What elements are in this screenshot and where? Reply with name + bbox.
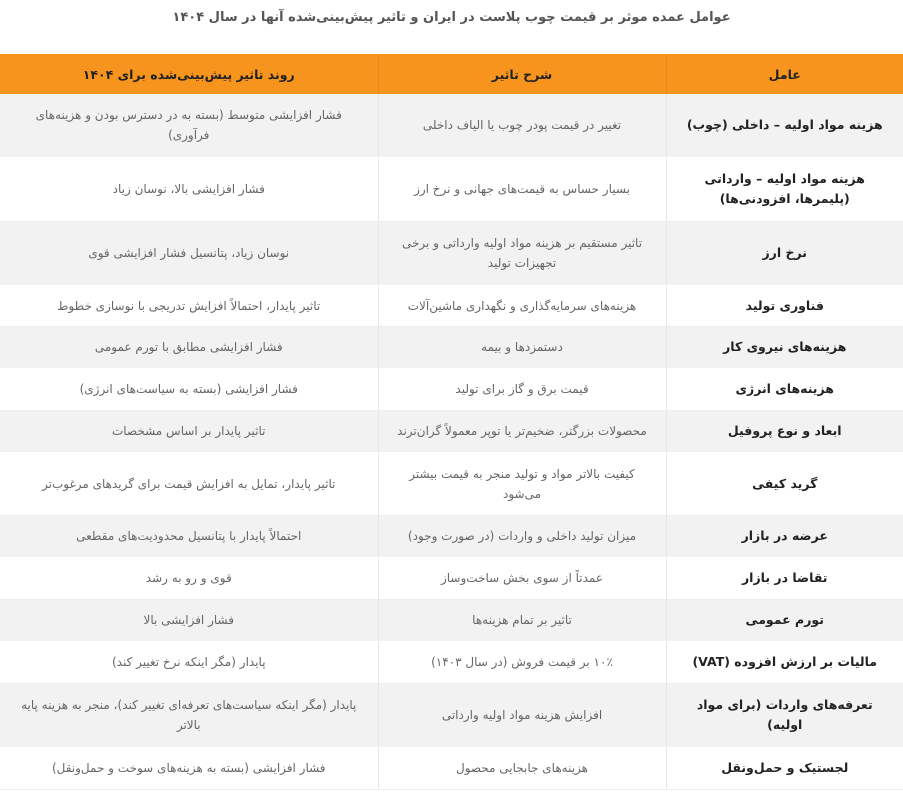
header-effect: شرح تاثیر <box>378 54 666 94</box>
table-row <box>0 221 903 285</box>
factor-cell: لجستیک و حمل‌ونقل <box>666 747 903 789</box>
effect-cell: هزینه‌های جابجایی محصول <box>378 747 666 789</box>
factor-cell: ابعاد و نوع پروفیل <box>666 410 903 452</box>
table-row <box>0 326 903 368</box>
factor-cell: عرضه در بازار <box>666 515 903 557</box>
table-body <box>0 94 903 789</box>
factor-cell: گرید کیفی <box>666 452 903 515</box>
effect-cell: تاثیر مستقیم بر هزینه مواد اولیه وارداتی و برخی تجهیزات تولید <box>378 221 666 285</box>
factor-cell: نرخ ارز <box>666 221 903 285</box>
effect-cell: بسیار حساس به قیمت‌های جهانی و نرخ ارز <box>378 157 666 221</box>
factor-cell: هزینه‌های نیروی کار <box>666 326 903 368</box>
trend-cell: تاثیر پایدار بر اساس مشخصات <box>0 410 378 452</box>
factors-table <box>0 54 903 790</box>
effect-cell: تاثیر بر تمام هزینه‌ها <box>378 599 666 641</box>
effect-cell: قیمت برق و گاز برای تولید <box>378 368 666 410</box>
factor-cell: فناوری تولید <box>666 285 903 326</box>
table-row <box>0 683 903 747</box>
table-row <box>0 641 903 683</box>
factor-cell: تورم عمومی <box>666 599 903 641</box>
effect-cell: افزایش هزینه مواد اولیه وارداتی <box>378 683 666 747</box>
factor-cell: هزینه مواد اولیه – داخلی (چوب) <box>666 94 903 157</box>
trend-cell: فشار افزایشی متوسط (بسته به در دسترس بودن و هزینه‌های فرآوری) <box>0 94 378 157</box>
header-trend: روند تاثیر پیش‌بینی‌شده برای ۱۴۰۴ <box>0 54 378 94</box>
trend-cell: پایدار (مگر اینکه نرخ تغییر کند) <box>0 641 378 683</box>
factor-cell: هزینه مواد اولیه – وارداتی (پلیمرها، افزودنی‌ها) <box>666 157 903 221</box>
table-row <box>0 410 903 452</box>
table-row <box>0 747 903 789</box>
effect-cell: دستمزدها و بیمه <box>378 326 666 368</box>
trend-cell: پایدار (مگر اینکه سیاست‌های تعرفه‌ای تغییر کند)، منجر به هزینه پایه بالاتر <box>0 683 378 747</box>
table-row <box>0 515 903 557</box>
factor-cell: هزینه‌های انرژی <box>666 368 903 410</box>
effect-cell: محصولات بزرگتر، ضخیم‌تر یا توپر معمولاً گران‌ترند <box>378 410 666 452</box>
table-row <box>0 94 903 157</box>
effect-cell: میزان تولید داخلی و واردات (در صورت وجود) <box>378 515 666 557</box>
table-caption: عوامل عمده موثر بر قیمت چوب پلاست در ایران و تاثیر پیش‌بینی‌شده آنها در سال ۱۴۰۴ <box>172 10 731 25</box>
effect-cell: عمدتاً از سوی بخش ساخت‌وساز <box>378 557 666 599</box>
trend-cell: فشار افزایشی مطابق با تورم عمومی <box>0 326 378 368</box>
header-row <box>0 54 903 94</box>
table-row <box>0 368 903 410</box>
trend-cell: فشار افزایشی بالا <box>0 599 378 641</box>
trend-cell: نوسان زیاد، پتانسیل فشار افزایشی قوی <box>0 221 378 285</box>
trend-cell: تاثیر پایدار، تمایل به افزایش قیمت برای گریدهای مرغوب‌تر <box>0 452 378 515</box>
table-row <box>0 285 903 326</box>
table-header <box>0 54 903 94</box>
table-row <box>0 599 903 641</box>
table-row <box>0 157 903 221</box>
factor-cell: تقاضا در بازار <box>666 557 903 599</box>
effect-cell: کیفیت بالاتر مواد و تولید منجر به قیمت بیشتر می‌شود <box>378 452 666 515</box>
caption-spacer <box>0 38 903 54</box>
trend-cell: تاثیر پایدار، احتمالاً افزایش تدریجی با نوسازی خطوط <box>0 285 378 326</box>
header-factor: عامل <box>666 54 903 94</box>
table-row <box>0 452 903 515</box>
table-row <box>0 557 903 599</box>
effect-cell: ۱۰٪ بر قیمت فروش (در سال ۱۴۰۳) <box>378 641 666 683</box>
trend-cell: فشار افزایشی (بسته به هزینه‌های سوخت و حمل‌ونقل) <box>0 747 378 789</box>
factor-cell: تعرفه‌های واردات (برای مواد اولیه) <box>666 683 903 747</box>
trend-cell: قوی و رو به رشد <box>0 557 378 599</box>
trend-cell: فشار افزایشی بالا، نوسان زیاد <box>0 157 378 221</box>
trend-cell: احتمالاً پایدار با پتانسیل محدودیت‌های مقطعی <box>0 515 378 557</box>
effect-cell: هزینه‌های سرمایه‌گذاری و نگهداری ماشین‌آلات <box>378 285 666 326</box>
trend-cell: فشار افزایشی (بسته به سیاست‌های انرژی) <box>0 368 378 410</box>
factor-cell: مالیات بر ارزش افزوده (VAT) <box>666 641 903 683</box>
effect-cell: تغییر در قیمت پودر چوب یا الیاف داخلی <box>378 94 666 157</box>
